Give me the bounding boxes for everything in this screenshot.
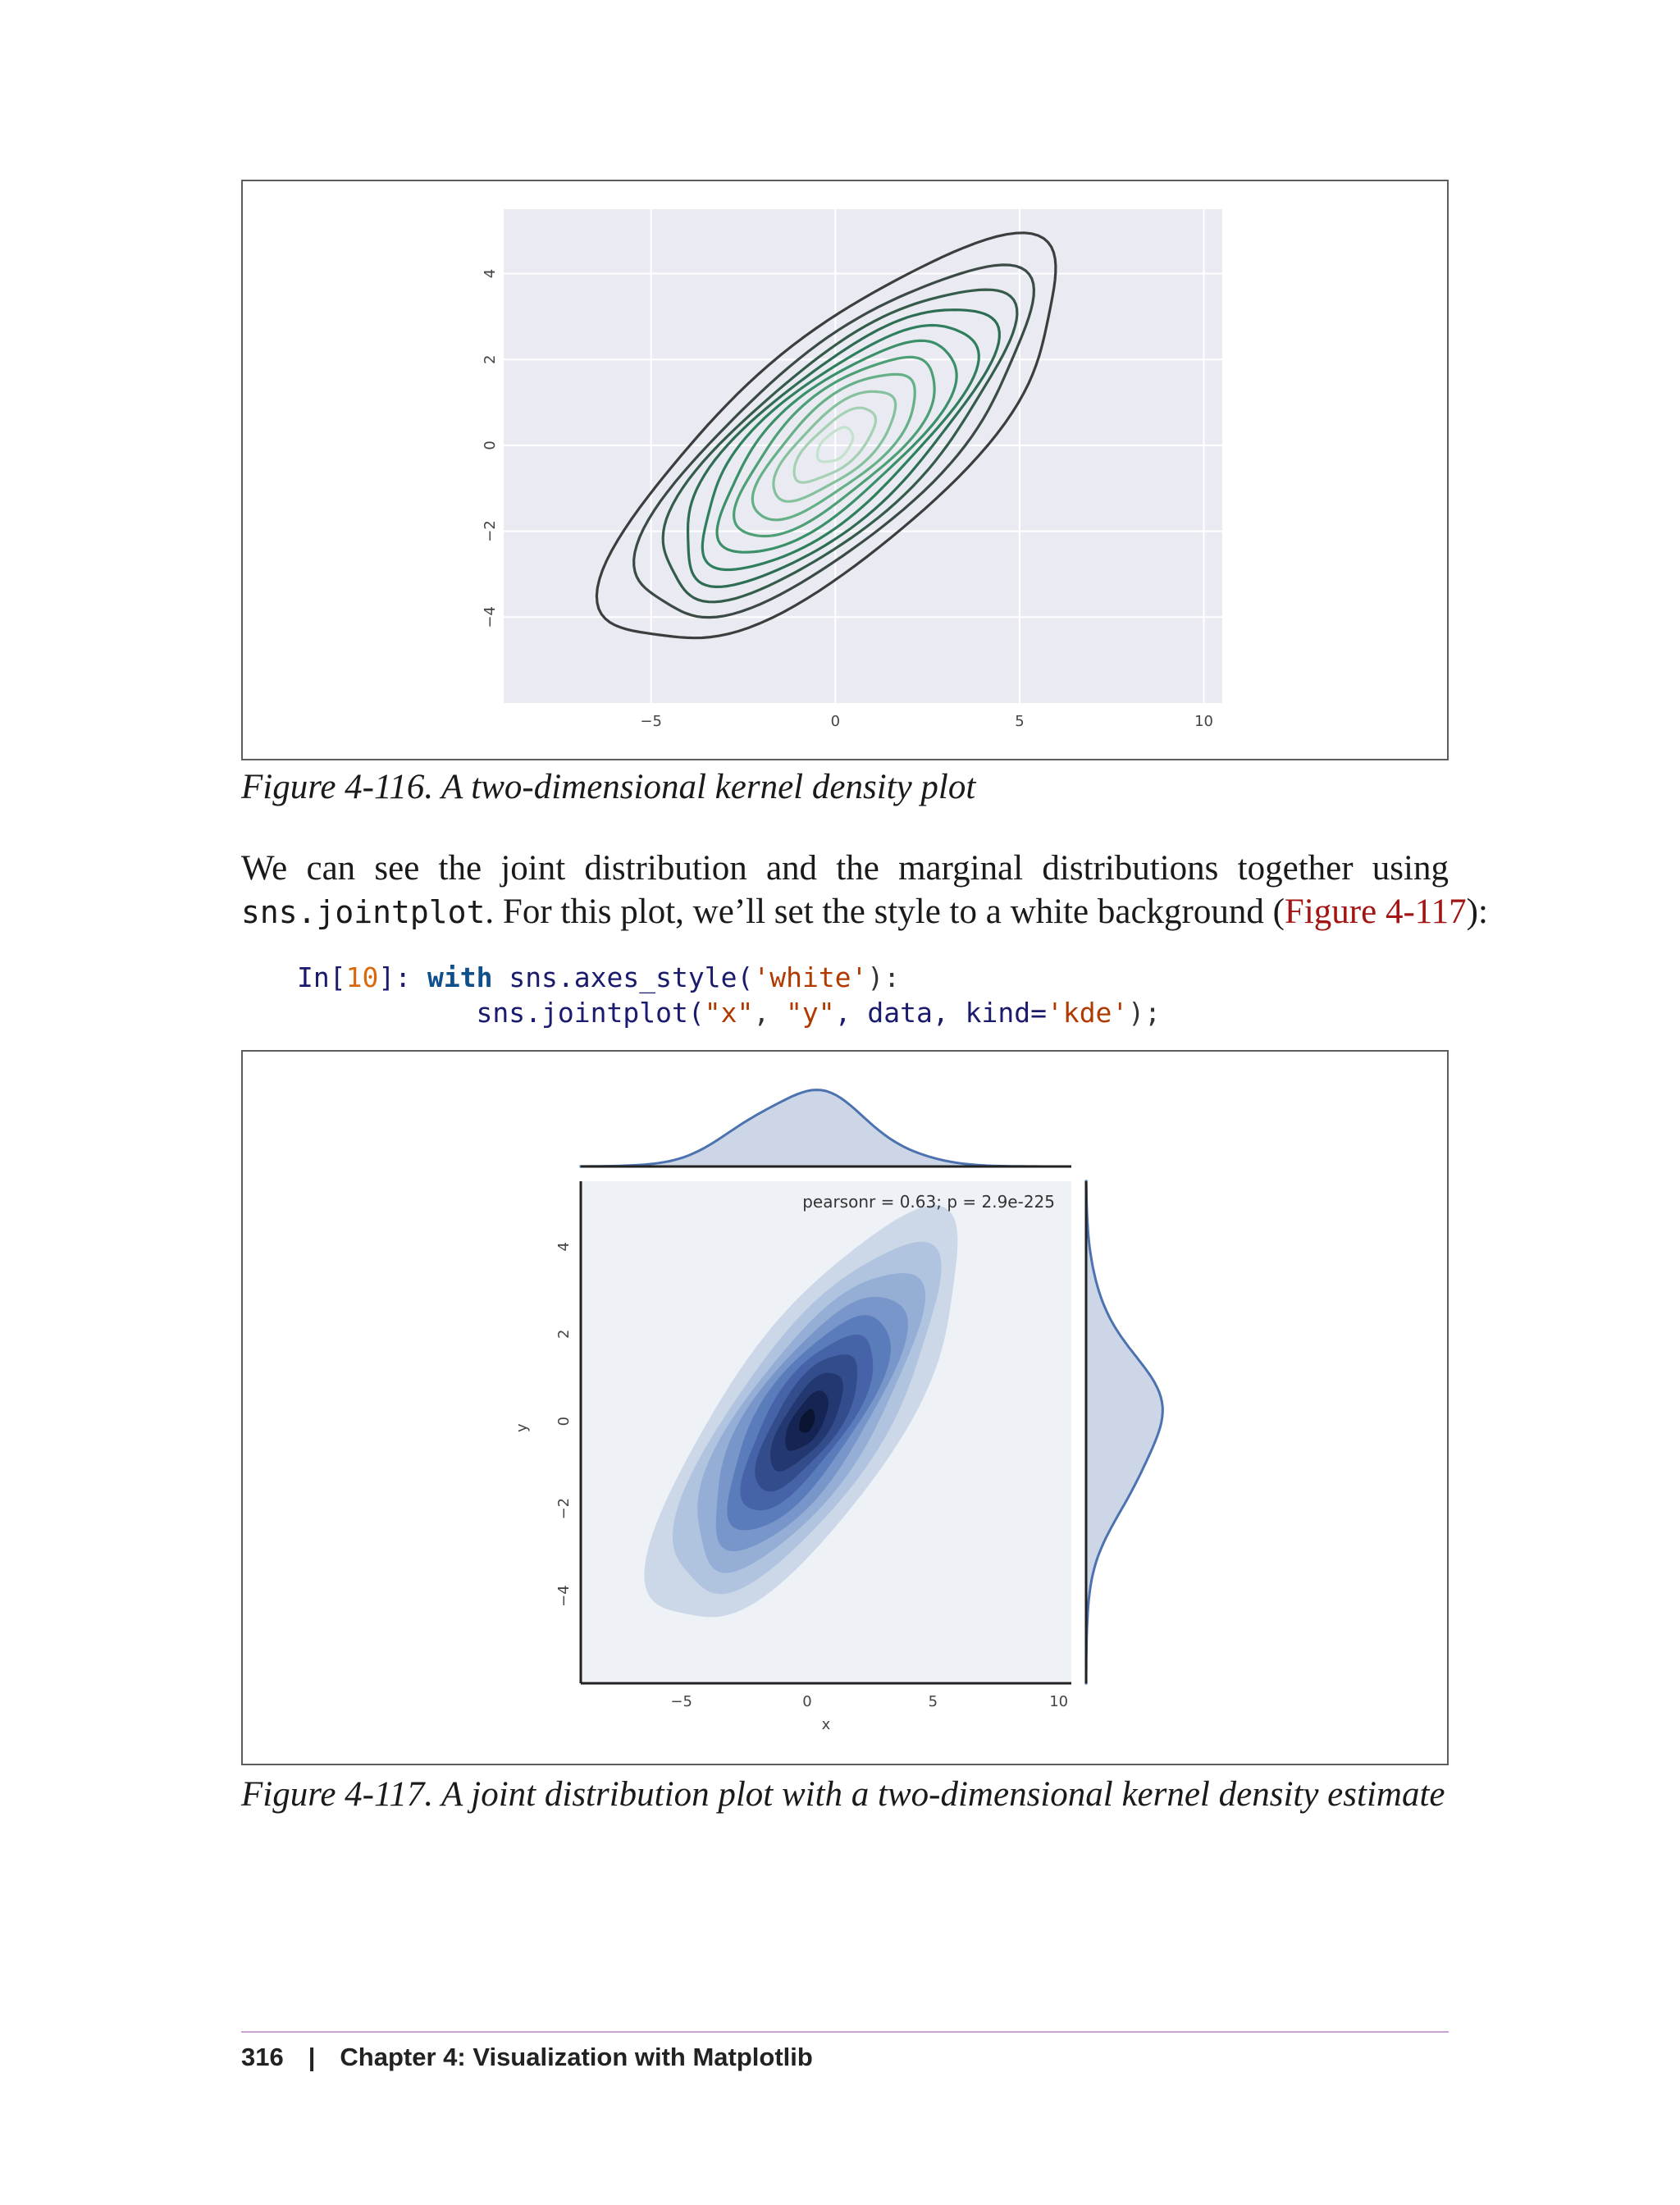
prompt-number: 10 [345, 961, 379, 993]
x-marginal-density [581, 1090, 1071, 1166]
paragraph-text: . For this plot, we’ll set the style to a white background ( [485, 892, 1285, 931]
pearsonr-annotation: pearsonr = 0.63; p = 2.9e-225 [802, 1192, 1055, 1212]
x-axis-label: x [821, 1716, 831, 1733]
page-footer [241, 2043, 813, 2072]
code-line-1 [297, 961, 900, 993]
figure-116-frame [241, 180, 1449, 760]
code-string: 'kde' [1046, 997, 1129, 1029]
x-tick-label: 10 [1194, 713, 1213, 730]
y-tick-label: 4 [482, 268, 499, 279]
x-tick-label: −5 [670, 1693, 692, 1710]
x-tick-label: 5 [928, 1693, 938, 1710]
prompt-in: In[ [297, 961, 346, 993]
paragraph-line-1: We can see the joint distribution and the marginal distributions together using [241, 849, 1449, 888]
y-marginal-density [1086, 1181, 1162, 1683]
chapter-title: Chapter 4: Visualization with Matplotlib [340, 2043, 813, 2071]
code-text: , data, kind= [834, 997, 1047, 1029]
paragraph-line-2 [241, 890, 1488, 934]
figure-117-link[interactable]: Figure 4-117 [1284, 892, 1467, 931]
x-tick-label: −5 [640, 713, 662, 730]
y-axis-label: y [514, 1423, 531, 1433]
code-line-2 [297, 997, 1161, 1029]
plot-area [504, 209, 1222, 703]
code-string: "x" [704, 997, 754, 1029]
jointplot-chart [243, 1052, 1447, 1764]
code-text: sns.jointplot( [476, 997, 705, 1029]
y-tick-label: −4 [555, 1585, 573, 1607]
x-tick-label: 0 [802, 1693, 812, 1710]
x-tick-label: 0 [830, 713, 841, 730]
code-string: 'white' [753, 961, 868, 993]
figure-117-frame [241, 1050, 1449, 1765]
paragraph-end: ): [1466, 892, 1488, 931]
code-text: ); [1128, 997, 1162, 1029]
code-text: sns.axes_style( [492, 961, 754, 993]
code-string: "y" [786, 997, 835, 1029]
y-tick-label: −2 [482, 520, 499, 542]
kde-contour-chart [243, 181, 1447, 759]
y-tick-label: 0 [555, 1416, 573, 1427]
y-tick-label: −2 [555, 1497, 573, 1520]
y-tick-label: 4 [555, 1242, 573, 1252]
page-number: 316 [241, 2043, 284, 2071]
code-indent [297, 997, 477, 1029]
figure-116-caption: Figure 4-116. A two-dimensional kernel density plot [241, 768, 976, 806]
code-text: , [753, 997, 787, 1029]
footer-rule [241, 2031, 1449, 2033]
body-paragraph [241, 847, 1488, 934]
prompt-close: ]: [378, 961, 427, 993]
x-tick-label: 10 [1049, 1693, 1069, 1710]
inline-code-jointplot: sns.jointplot [241, 894, 486, 930]
footer-separator: | [308, 2043, 316, 2071]
y-tick-label: 2 [482, 354, 499, 364]
y-tick-label: −4 [482, 606, 499, 628]
code-cell [297, 960, 1161, 1030]
x-tick-label: 5 [1015, 713, 1025, 730]
y-tick-label: 2 [555, 1329, 573, 1339]
y-tick-label: 0 [482, 441, 499, 450]
code-text: ): [867, 961, 901, 993]
figure-117-caption: Figure 4-117. A joint distribution plot with a two-dimensional kernel density estimate [241, 1775, 1445, 1814]
keyword-with: with [427, 961, 493, 993]
